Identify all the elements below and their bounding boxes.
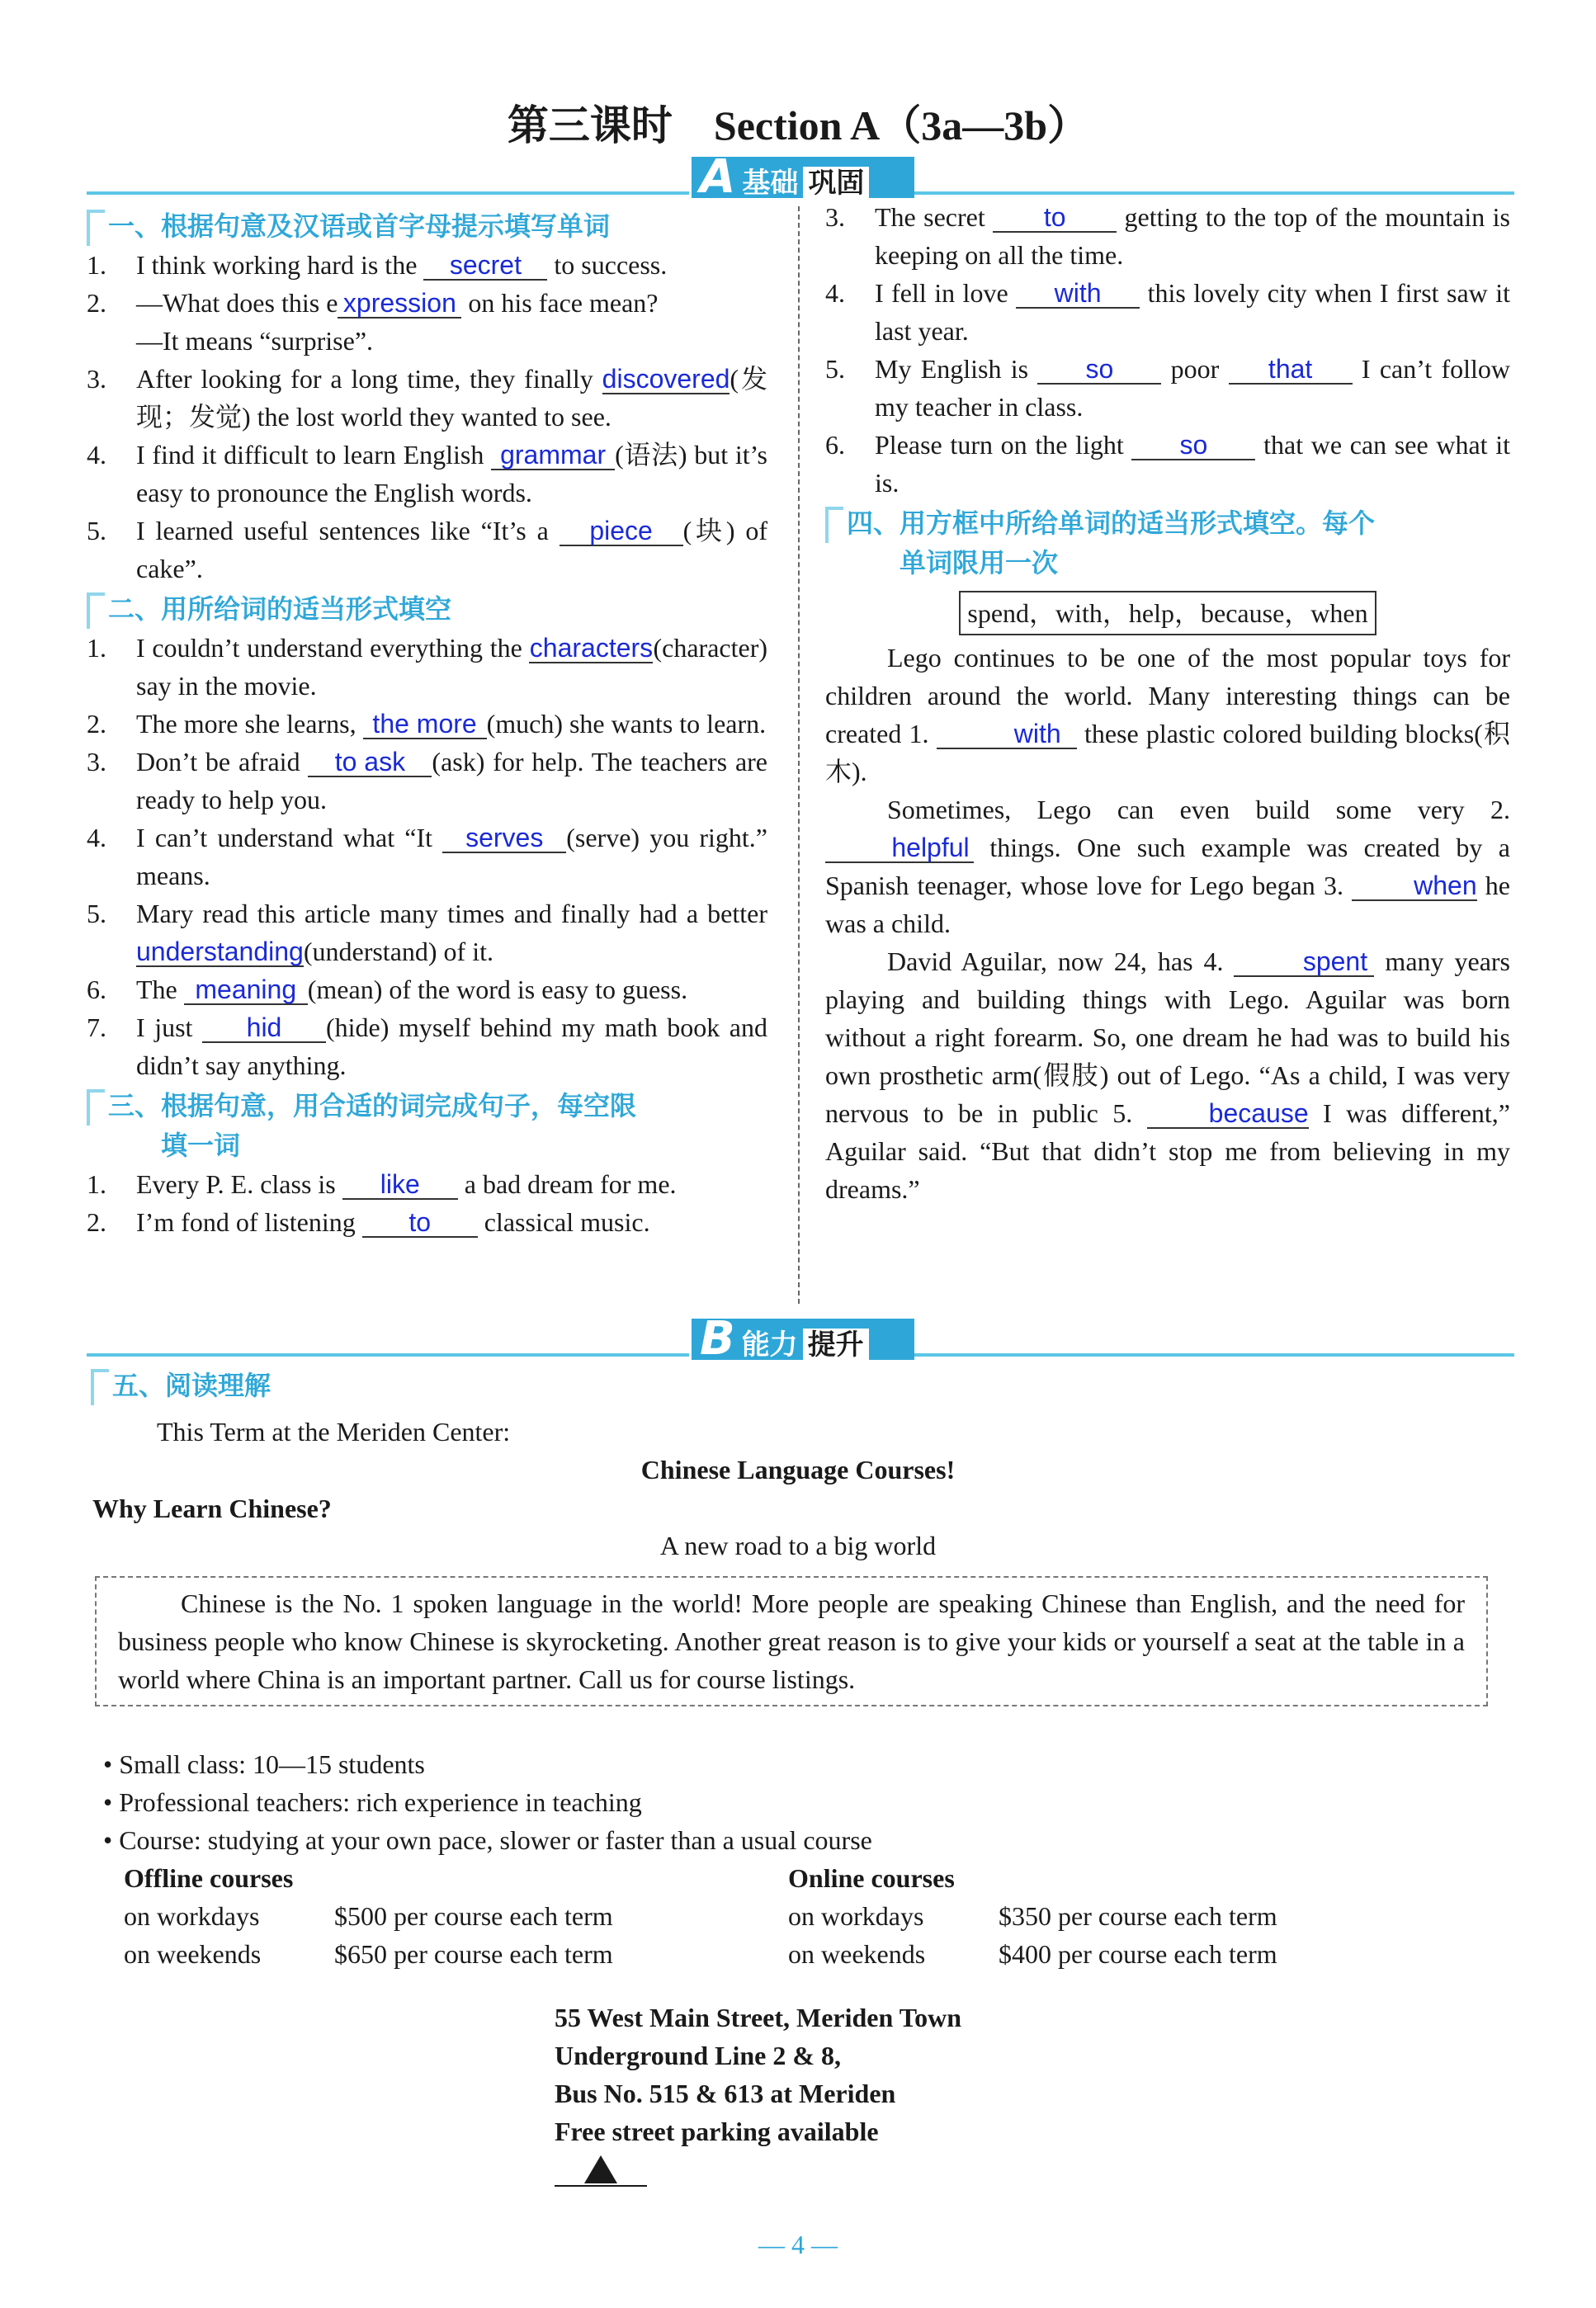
item-number: 4.	[87, 440, 106, 470]
answer-blank[interactable]: meaning	[184, 975, 308, 1005]
left-column	[87, 206, 767, 1241]
item-number: 1.	[87, 250, 106, 280]
answer-blank[interactable]: serves	[442, 824, 566, 853]
offline-day: on weekends	[124, 1939, 262, 1969]
item-number: 6.	[825, 430, 845, 460]
answer-blank[interactable]: grammar	[491, 441, 615, 470]
exercise-item: 3. After looking for a long time, they finally discovered(发现；发觉) the lost world they wanted to see.	[87, 360, 767, 436]
answer-blank[interactable]: secret	[423, 251, 547, 281]
section-1-list	[87, 246, 767, 588]
answer-blank[interactable]: so	[1037, 355, 1161, 385]
address-block	[555, 1999, 961, 2150]
page-title: 第三课时 Section A（3a—3b）	[507, 102, 1089, 149]
address-line: Bus No. 515 & 613 at Meriden	[555, 2079, 896, 2108]
item-number: 3.	[87, 747, 106, 776]
item-number: 2.	[87, 709, 106, 739]
answer-blank[interactable]: piece	[560, 517, 683, 546]
exercise-item: 1. I think working hard is the secret to success.	[87, 246, 767, 284]
blank-1[interactable]: with	[937, 720, 1077, 749]
offline-title: Offline courses	[124, 1863, 294, 1893]
reading-box: Chinese is the No. 1 spoken language in the world! More people are speaking Chinese than English, and the need for business people who know Chinese is skyrocketing. Another great reason is to give your kids or yourself a seat at the table in a world where China is an important partner. Call us for course listings.	[95, 1576, 1488, 1706]
address-line: 55 West Main Street, Meriden Town	[555, 2003, 962, 2032]
section-a-rule-left	[87, 191, 689, 195]
item-number: 5.	[825, 354, 845, 384]
badge-main: 基础	[742, 167, 799, 200]
marker-underline	[555, 2185, 647, 2187]
blank-4[interactable]: spent	[1234, 947, 1374, 977]
course-title: Chinese Language Courses!	[640, 1455, 956, 1484]
offline-price: $500 per course each term	[334, 1901, 613, 1931]
offline-day: on workdays	[124, 1901, 260, 1931]
section-3-heading: 三、根据句意，用合适的词完成句子，每空限 填一词	[87, 1086, 767, 1165]
item-number: 4.	[87, 823, 106, 852]
answer-blank[interactable]: understanding	[136, 937, 304, 966]
section-2-heading: 二、用所给词的适当形式填空	[87, 589, 767, 629]
why-heading: Why Learn Chinese?	[92, 1494, 332, 1523]
answer-blank[interactable]: discovered	[602, 364, 730, 394]
answer-blank[interactable]: like	[342, 1170, 458, 1200]
answer-blank[interactable]: to	[993, 203, 1117, 233]
section-b-rule-right	[904, 1353, 1514, 1357]
section-3-list-right	[825, 198, 1510, 502]
exercise-item: 4. I fell in love with this lovely city when I first saw it last year.	[825, 274, 1510, 350]
badge-main: 能力	[741, 1329, 798, 1362]
badge-letter: A	[700, 150, 736, 204]
offline-price: $650 per course each term	[334, 1939, 613, 1969]
answer-blank[interactable]: xpression	[338, 289, 461, 319]
online-price: $400 per course each term	[999, 1939, 1277, 1969]
item-number: 3.	[87, 364, 106, 394]
address-line: Free street parking available	[555, 2117, 879, 2146]
column-divider	[798, 206, 800, 1304]
answer-blank[interactable]: the more	[363, 710, 487, 739]
badge-letter: B	[700, 1312, 735, 1366]
section-4-heading: 四、用方框中所给单词的适当形式填空。每个 单词限用一次	[825, 503, 1510, 583]
item-number: 7.	[87, 1012, 106, 1042]
exercise-item: 2. The more she learns, the more (much) she wants to learn.	[87, 705, 767, 743]
item-number: 1.	[87, 633, 106, 663]
answer-blank[interactable]: that	[1229, 355, 1353, 385]
section-b-rule-left	[87, 1353, 689, 1357]
answer-blank[interactable]: to ask	[308, 748, 432, 777]
exercise-item: 1. Every P. E. class is like a bad dream for me.	[87, 1165, 767, 1203]
item-number: 5.	[87, 899, 106, 928]
online-courses	[788, 1859, 1277, 1973]
exercise-item: 6. Please turn on the light so that we can see what it is.	[825, 426, 1510, 502]
answer-blank[interactable]: characters	[529, 633, 654, 663]
tagline: A new road to a big world	[659, 1531, 937, 1560]
exercise-item: 2. I’m fond of listening to classical music.	[87, 1203, 767, 1241]
online-day: on weekends	[788, 1939, 926, 1969]
section-3-list-left	[87, 1165, 767, 1241]
blank-2[interactable]: helpful	[825, 833, 974, 863]
item-number: 3.	[825, 202, 845, 232]
exercise-item: 5. I learned useful sentences like “It’s a piece (块) of cake”.	[87, 512, 767, 588]
exercise-item: 6. The meaning (mean) of the word is easy to guess.	[87, 970, 767, 1008]
lego-passage: Lego continues to be one of the most popular toys for children around the world. Many interesting things can be created 1. with these plastic colored building blocks(积木). Sometimes, Lego can even build some very 2. helpful things. One such example was created by a Spanish teenager, whose love for Lego began 3. when he was a child. David Aguilar, now 24, has 4. spent many years playing and building things with Lego. Aguilar was born without a right forearm. So, one dream he had was to build his own prosthetic arm(假肢) out of Lego. “As a child, I was very nervous to be in public 5. because I was different,” Aguilar said. “But that didn’t stop me from believing in my dreams.”	[825, 643, 1511, 1204]
online-day: on workdays	[788, 1901, 924, 1931]
word-box: spend，with，help，because，when	[959, 591, 1376, 635]
answer-blank[interactable]: so	[1131, 431, 1255, 460]
badge-rest: 巩固	[803, 167, 869, 200]
blank-5[interactable]: because	[1147, 1099, 1309, 1129]
item-number: 1.	[87, 1169, 106, 1199]
feature-item: • Small class: 10—15 students	[103, 1749, 425, 1779]
item-number: 4.	[825, 278, 845, 308]
item-number: 5.	[87, 516, 106, 545]
page-number: — 4 —	[758, 2230, 838, 2259]
exercise-item: 2. —What does this e xpression on his face mean?	[87, 284, 767, 322]
feature-item: • Professional teachers: rich experience in teaching	[103, 1787, 642, 1817]
section-a-rule-right	[904, 191, 1514, 195]
triangle-marker-icon	[584, 2155, 617, 2183]
badge-basic	[692, 150, 914, 204]
section-2-list	[87, 629, 767, 1084]
exercise-item: 5. My English is so poor that I can’t follow my teacher in class.	[825, 350, 1510, 426]
online-price: $350 per course each term	[999, 1901, 1277, 1931]
section-1-heading: 一、根据句意及汉语或首字母提示填写单词	[87, 206, 767, 246]
blank-3[interactable]: when	[1352, 871, 1477, 901]
exercise-item: 5. Mary read this article many times and finally had a better understanding(understand) of it.	[87, 894, 767, 970]
online-title: Online courses	[788, 1863, 955, 1893]
exercise-item: 7. I just hid (hide) myself behind my math book and didn’t say anything.	[87, 1008, 767, 1084]
item-number: 6.	[87, 975, 106, 1004]
badge-rest: 提升	[803, 1329, 869, 1362]
answer-blank[interactable]: with	[1016, 279, 1140, 309]
right-column	[825, 198, 1510, 1208]
exercise-item: 4. I find it difficult to learn English grammar (语法) but it’s easy to pronounce the English words.	[87, 436, 767, 512]
badge-ability	[692, 1312, 914, 1366]
item-number: 2.	[87, 1207, 106, 1237]
offline-courses	[124, 1859, 613, 1973]
exercise-item: 1. I couldn’t understand everything the characters(character) say in the movie.	[87, 629, 767, 705]
exercise-item: 4. I can’t understand what “It serves (serve) you right.” means.	[87, 819, 767, 894]
answer-blank[interactable]: hid	[202, 1013, 326, 1043]
answer-blank[interactable]: to	[362, 1208, 478, 1238]
exercise-item: 3. The secret to getting to the top of the mountain is keeping on all the time.	[825, 198, 1510, 274]
features-list	[103, 1745, 872, 1859]
section-5-heading: 五、阅读理解	[91, 1366, 271, 1405]
reading-intro: This Term at the Meriden Center:	[157, 1417, 511, 1447]
exercise-item: —It means “surprise”.	[136, 326, 374, 356]
address-line: Underground Line 2 & 8,	[555, 2041, 842, 2070]
feature-item: • Course: studying at your own pace, slower or faster than a usual course	[103, 1825, 872, 1855]
item-number: 2.	[87, 288, 106, 318]
exercise-item: 3. Don’t be afraid to ask (ask) for help. The teachers are ready to help you.	[87, 743, 767, 819]
